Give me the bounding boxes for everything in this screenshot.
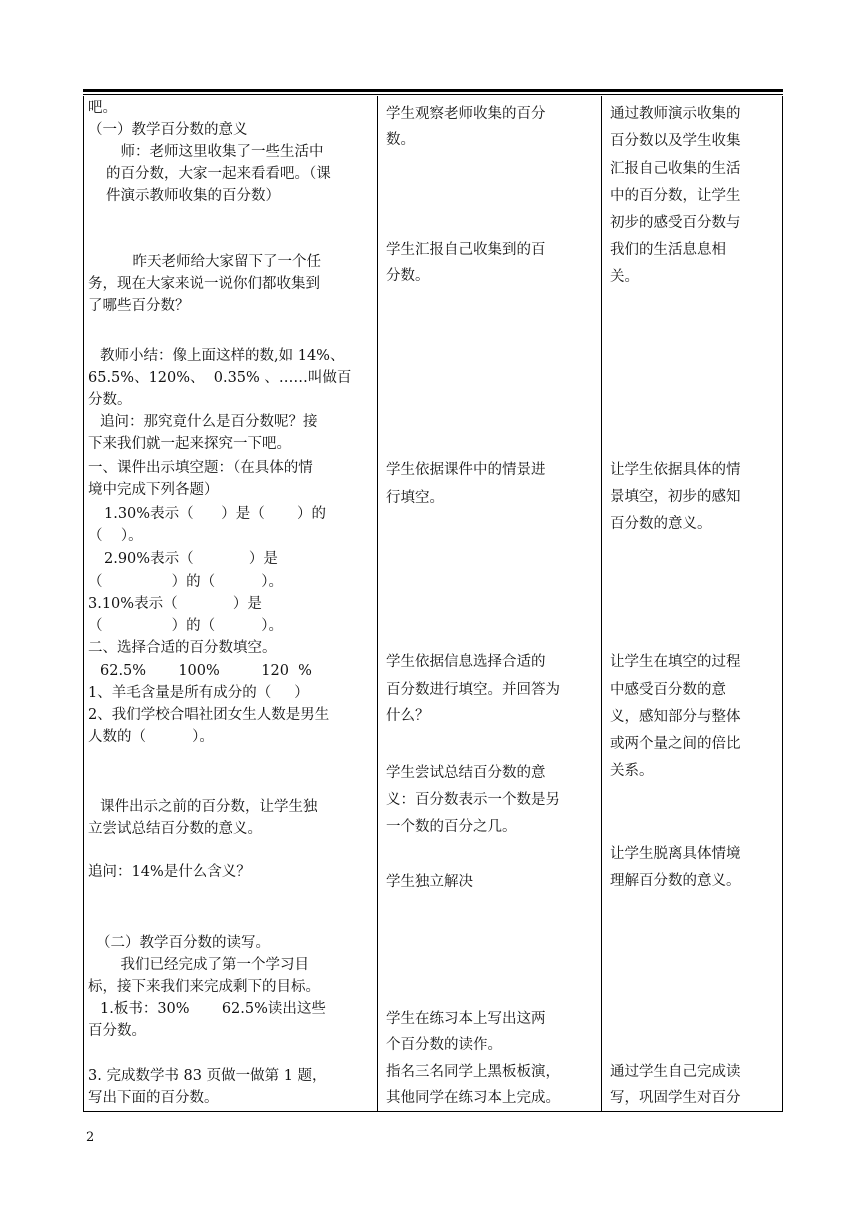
middle-text-line: 学生在练习本上写出这两 <box>386 1011 546 1027</box>
right-text-line: 初步的感受百分数与 <box>610 215 741 231</box>
right-text-line: 中感受百分数的意 <box>610 682 726 698</box>
right-text-line: 理解百分数的意义。 <box>610 873 741 889</box>
table-border-left <box>83 96 84 1111</box>
left-text-line: 62.5% 100% 120 % <box>100 663 312 679</box>
left-text-line: 3. 完成数学书 83 页做一做第 1 题， <box>88 1068 327 1084</box>
right-text-line: 义，感知部分与整体 <box>610 709 741 725</box>
middle-text-line: 指名三名同学上黑板板演， <box>386 1064 560 1080</box>
right-text-line: 关系。 <box>610 763 654 779</box>
left-text-line: 件演示教师收集的百分数） <box>106 188 280 204</box>
left-text-line: 我们已经完成了第一个学习目 <box>106 957 309 973</box>
left-text-line: （二）教学百分数的读写。 <box>96 935 270 951</box>
left-text-line: 境中完成下列各题） <box>88 482 219 498</box>
middle-text-line: 学生依据信息选择合适的 <box>386 654 546 670</box>
left-text-line: 一、课件出示填空题：（在具体的情 <box>88 460 313 476</box>
right-text-line: 通过学生自己完成读 <box>610 1064 741 1080</box>
left-text-line: 3.10%表示（ ）是 <box>88 596 262 612</box>
right-text-line: 让学生依据具体的情 <box>610 462 741 478</box>
left-text-line: （一）教学百分数的意义 <box>88 122 248 138</box>
middle-text-line: 学生尝试总结百分数的意 <box>386 765 546 781</box>
middle-text-line: 什么？ <box>386 708 430 724</box>
middle-text-line: 一个数的百分之几。 <box>386 819 517 835</box>
right-text-line: 关。 <box>610 269 639 285</box>
middle-text-line: 学生独立解决 <box>386 874 473 890</box>
middle-text-line: 学生汇报自己收集到的百 <box>386 242 546 258</box>
left-text-line: （ ）的（ ）。 <box>88 618 283 634</box>
right-text-line: 或两个量之间的倍比 <box>610 736 741 752</box>
left-text-line: 追问：那究竟什么是百分数呢？接 <box>100 414 318 430</box>
right-text-line: 百分数的意义。 <box>610 516 712 532</box>
middle-text-line: 个百分数的读作。 <box>386 1037 502 1053</box>
left-text-line: （ ）的（ ）。 <box>88 574 283 590</box>
left-text-line: 写出下面的百分数。 <box>88 1090 219 1106</box>
left-text-line: 务，现在大家来说一说你们都收集到 <box>88 276 320 292</box>
table-border-right <box>782 96 783 1111</box>
left-text-line: 课件出示之前的百分数，让学生独 <box>100 799 318 815</box>
middle-text-line: 分数。 <box>386 268 430 284</box>
left-text-line: 追问：14%是什么含义？ <box>88 864 251 880</box>
left-text-line: 立尝试总结百分数的意义。 <box>88 821 262 837</box>
left-text-line: 下来我们就一起来探究一下吧。 <box>88 436 291 452</box>
middle-text-line: 数。 <box>386 132 415 148</box>
left-text-line: 的百分数，大家一起来看看吧。（课 <box>106 166 331 182</box>
left-text-line: 师：老师这里收集了一些生活中 <box>106 144 324 160</box>
left-text-line: 二、选择合适的百分数填空。 <box>88 640 277 656</box>
left-text-line: 人数的（ ）。 <box>88 729 214 745</box>
left-text-line: 吧。 <box>88 100 117 116</box>
page-number: 2 <box>86 1130 95 1145</box>
middle-text-line: 行填空。 <box>386 490 444 506</box>
left-text-line: 2、我们学校合唱社团女生人数是男生 <box>88 707 330 723</box>
table-border-bottom <box>83 1111 783 1112</box>
left-text-line: 了哪些百分数？ <box>88 298 190 314</box>
right-text-line: 景填空，初步的感知 <box>610 489 741 505</box>
middle-text-line: 百分数进行填空。并回答为 <box>386 682 560 698</box>
left-text-line: 百分数。 <box>88 1023 146 1039</box>
right-text-line: 我们的生活息息相 <box>610 242 726 258</box>
header-rule-thin <box>83 94 783 95</box>
middle-text-line: 其他同学在练习本上完成。 <box>386 1090 560 1106</box>
right-text-line: 写，巩固学生对百分 <box>610 1090 741 1106</box>
right-text-line: 中的百分数，让学生 <box>610 188 741 204</box>
right-text-line: 让学生在填空的过程 <box>610 654 741 670</box>
header-rule <box>83 89 783 92</box>
table-divider-2 <box>601 96 602 1111</box>
left-text-line: 1、羊毛含量是所有成分的（ ） <box>88 685 309 701</box>
left-text-line: 标，接下来我们来完成剩下的目标。 <box>88 979 320 995</box>
table-divider-1 <box>377 96 378 1111</box>
right-text-line: 汇报自己收集的生活 <box>610 161 741 177</box>
left-text-line: 2.90%表示（ ）是 <box>104 551 278 567</box>
left-text-line: 65.5%、120%、 0.35% 、……叫做百 <box>88 370 352 386</box>
middle-text-line: 学生依据课件中的情景进 <box>386 462 546 478</box>
left-text-line: 1.板书：30% 62.5%读出这些 <box>100 1001 326 1017</box>
right-text-line: 通过教师演示收集的 <box>610 106 741 122</box>
left-text-line: 昨天老师给大家留下了一个任 <box>118 254 321 270</box>
left-text-line: 教师小结：像上面这样的数,如 14%、 <box>100 348 345 364</box>
left-text-line: 1.30%表示（ ）是（ ）的 <box>104 506 326 522</box>
right-text-line: 让学生脱离具体情境 <box>610 846 741 862</box>
left-text-line: 分数。 <box>88 392 132 408</box>
middle-text-line: 义：百分数表示一个数是另 <box>386 792 560 808</box>
middle-text-line: 学生观察老师收集的百分 <box>386 106 546 122</box>
right-text-line: 百分数以及学生收集 <box>610 133 741 149</box>
left-text-line: （ ）。 <box>88 528 143 544</box>
